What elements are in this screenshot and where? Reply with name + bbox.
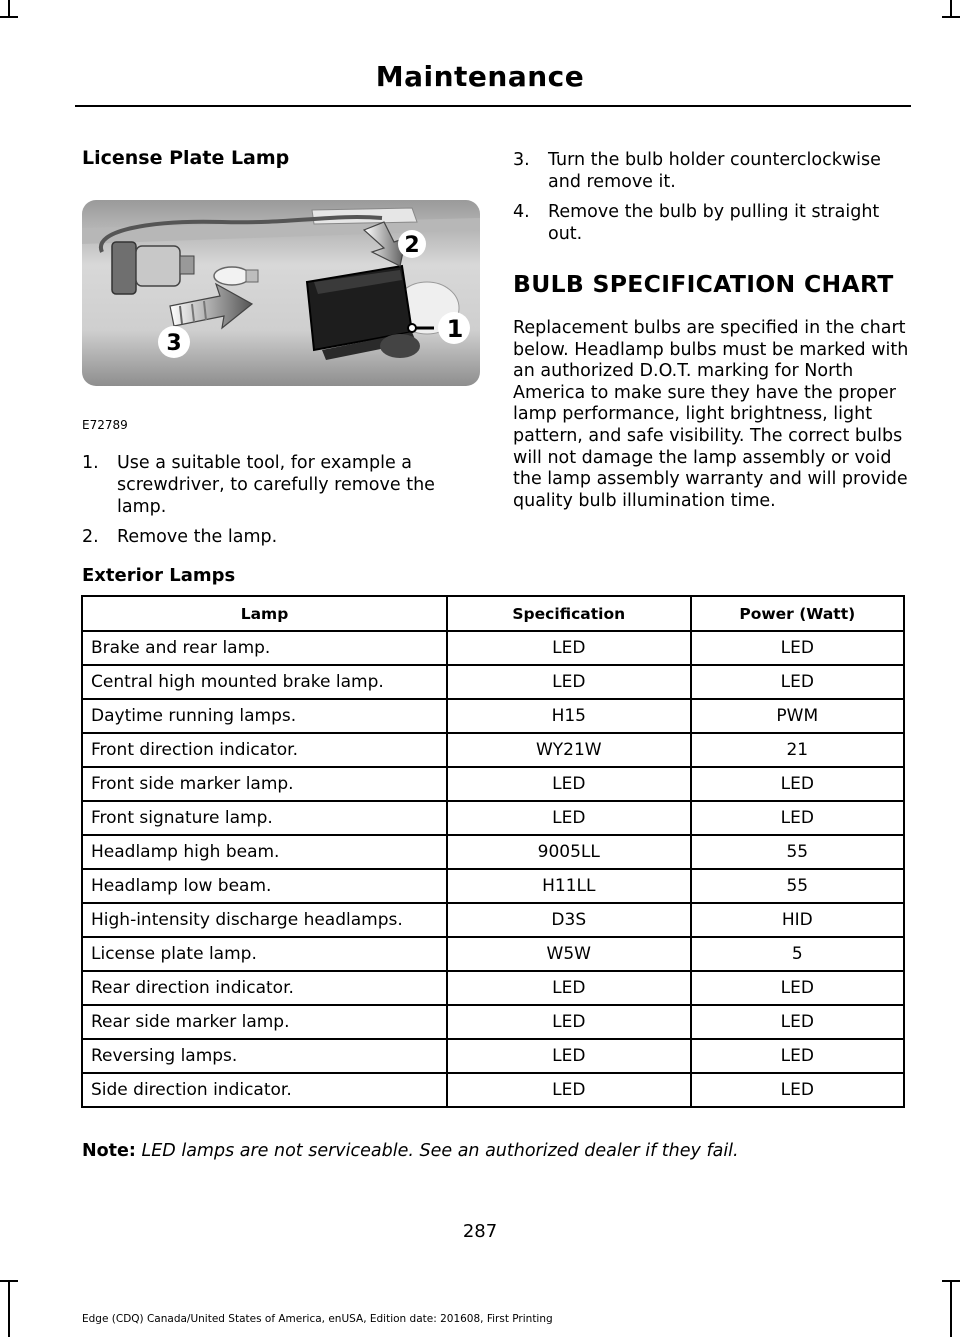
step-item xyxy=(82,526,472,548)
footer-edition: Edge (CDQ) Canada/United States of America, enUSA, Edition date: 201608, First Printing xyxy=(82,1313,553,1325)
crop-mark xyxy=(0,16,18,18)
step-number: 2. xyxy=(82,527,99,547)
cell-lamp: Reversing lamps. xyxy=(82,1039,447,1073)
steps-list-left xyxy=(82,452,472,556)
note-text: LED lamps are not serviceable. See an authorized dealer if they fail. xyxy=(141,1141,739,1161)
cell-power: 5 xyxy=(691,937,904,971)
table-title: Exterior Lamps xyxy=(82,565,236,586)
cell-power: PWM xyxy=(691,699,904,733)
table-row xyxy=(82,801,904,835)
table-row xyxy=(82,665,904,699)
table-row xyxy=(82,733,904,767)
cell-specification: W5W xyxy=(447,937,691,971)
cell-specification: LED xyxy=(447,971,691,1005)
crop-mark xyxy=(950,1280,952,1337)
cell-power: LED xyxy=(691,767,904,801)
cell-lamp: Headlamp high beam. xyxy=(82,835,447,869)
cell-specification: LED xyxy=(447,1005,691,1039)
cell-lamp: Rear side marker lamp. xyxy=(82,1005,447,1039)
crop-mark xyxy=(0,1280,18,1282)
cell-lamp: License plate lamp. xyxy=(82,937,447,971)
note-label: Note: xyxy=(82,1141,136,1161)
cell-power: LED xyxy=(691,1039,904,1073)
step-number: 3. xyxy=(513,150,530,170)
step-number: 4. xyxy=(513,202,530,222)
exterior-lamps-table xyxy=(81,595,905,1108)
table-row xyxy=(82,1039,904,1073)
figure-code: E72789 xyxy=(82,418,128,432)
cell-power: 55 xyxy=(691,835,904,869)
table-row xyxy=(82,767,904,801)
cell-specification: LED xyxy=(447,1073,691,1107)
cell-lamp: Headlamp low beam. xyxy=(82,869,447,903)
step-number: 1. xyxy=(82,453,99,473)
crop-mark xyxy=(942,16,960,18)
table-row xyxy=(82,1005,904,1039)
cell-power: LED xyxy=(691,1005,904,1039)
cell-lamp: Front direction indicator. xyxy=(82,733,447,767)
cell-specification: LED xyxy=(447,767,691,801)
cell-specification: H11LL xyxy=(447,869,691,903)
cell-power: HID xyxy=(691,903,904,937)
cell-lamp: Front side marker lamp. xyxy=(82,767,447,801)
callout-3: 3 xyxy=(166,331,182,356)
step-item xyxy=(82,452,472,518)
column-header-power: Power (Watt) xyxy=(691,596,904,631)
crop-mark xyxy=(8,1280,10,1337)
table-row xyxy=(82,631,904,665)
cell-power: LED xyxy=(691,1073,904,1107)
cell-power: LED xyxy=(691,971,904,1005)
step-text: Remove the lamp. xyxy=(117,527,278,547)
table-row xyxy=(82,937,904,971)
illustration-svg xyxy=(82,200,480,386)
cell-specification: LED xyxy=(447,665,691,699)
cell-lamp: Front signature lamp. xyxy=(82,801,447,835)
cell-power: LED xyxy=(691,665,904,699)
step-item xyxy=(513,149,911,193)
bulb-chart-heading: BULB SPECIFICATION CHART xyxy=(513,270,894,298)
cell-lamp: Side direction indicator. xyxy=(82,1073,447,1107)
cell-lamp: High-intensity discharge headlamps. xyxy=(82,903,447,937)
cell-specification: D3S xyxy=(447,903,691,937)
column-header-lamp: Lamp xyxy=(82,596,447,631)
note xyxy=(82,1141,912,1161)
table-row xyxy=(82,903,904,937)
table-row xyxy=(82,835,904,869)
cell-power: LED xyxy=(691,801,904,835)
license-plate-heading: License Plate Lamp xyxy=(82,147,290,169)
cell-specification: WY21W xyxy=(447,733,691,767)
step-text: Turn the bulb holder counterclockwise and remove it. xyxy=(548,150,881,192)
cell-specification: LED xyxy=(447,801,691,835)
bulb-chart-paragraph: Replacement bulbs are specified in the chart below. Headlamp bulbs must be marked with an authorized D.O.T. marking for North America to make sure they have the proper lamp performance, light brightness, light pattern, and safe visibility. The correct bulbs will not damage the lamp assembly or void the lamp assembly warranty and will provide quality bulb illumination time. xyxy=(513,318,909,511)
cell-specification: LED xyxy=(447,631,691,665)
cell-power: 21 xyxy=(691,733,904,767)
cell-lamp: Rear direction indicator. xyxy=(82,971,447,1005)
step-item xyxy=(513,201,911,245)
table-header-row xyxy=(82,596,904,631)
cell-lamp: Brake and rear lamp. xyxy=(82,631,447,665)
page-title: Maintenance xyxy=(375,60,585,93)
cell-lamp: Daytime running lamps. xyxy=(82,699,447,733)
callout-2: 2 xyxy=(404,233,420,258)
header-divider xyxy=(75,105,911,107)
table-row xyxy=(82,699,904,733)
cell-specification: H15 xyxy=(447,699,691,733)
table-row xyxy=(82,1073,904,1107)
table-row xyxy=(82,869,904,903)
license-plate-lamp-illustration xyxy=(82,200,480,386)
callout-1: 1 xyxy=(446,315,464,343)
cell-specification: LED xyxy=(447,1039,691,1073)
step-text: Use a suitable tool, for example a screwdriver, to carefully remove the lamp. xyxy=(117,453,435,517)
step-text: Remove the bulb by pulling it straight out. xyxy=(548,202,880,244)
column-header-specification: Specification xyxy=(447,596,691,631)
table-row xyxy=(82,971,904,1005)
page-number: 287 xyxy=(462,1221,498,1242)
steps-list-right xyxy=(513,149,911,253)
cell-lamp: Central high mounted brake lamp. xyxy=(82,665,447,699)
cell-power: 55 xyxy=(691,869,904,903)
crop-mark xyxy=(942,1280,960,1282)
cell-specification: 9005LL xyxy=(447,835,691,869)
cell-power: LED xyxy=(691,631,904,665)
